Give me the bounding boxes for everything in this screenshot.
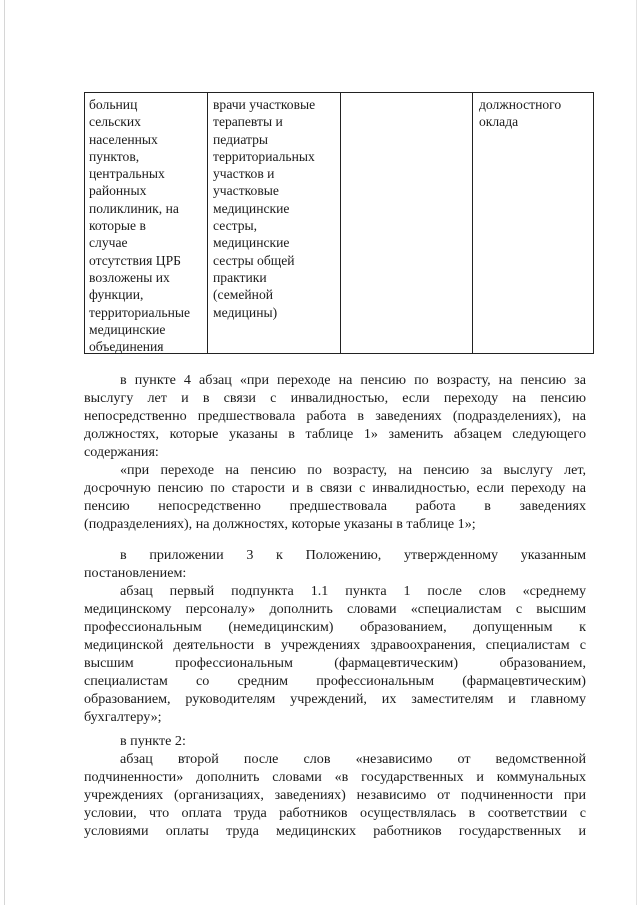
table-cell-line: территориальные	[89, 304, 191, 320]
table-cell-line: участковые	[213, 183, 279, 199]
table-cell-line: районных	[89, 183, 147, 199]
paragraph-line: должностях, которые указаны в таблице 1» заменить абзацем следующего	[84, 426, 586, 442]
table-cell-institutions	[89, 96, 190, 355]
paragraph-line: профессиональным (немедицинским) образованием, допущенным к	[84, 619, 586, 635]
table-cell-line: населенных	[89, 131, 158, 147]
table-cell-line: возложены их	[89, 269, 170, 285]
paragraph-line: пенсию непосредственно предшествовала работа в заведениях	[84, 498, 586, 514]
table-left-border	[84, 92, 85, 354]
table-cell-line: участков и	[213, 166, 275, 182]
paragraph-line: непосредственно предшествовала работа в заведениях (подразделениях), на	[84, 408, 586, 424]
table-divider-2	[340, 92, 341, 354]
paragraph-line: специалистам со средним профессиональным (фармацевтическим)	[84, 673, 586, 689]
table-cell-line: сестры общей	[213, 252, 295, 268]
table-cell-line: пунктов,	[89, 148, 140, 164]
table-cell-line: отсутствия ЦРБ	[89, 252, 181, 268]
table-divider-1	[207, 92, 208, 354]
table-fragment	[84, 92, 594, 354]
paragraph-line: «при переходе на пенсию по возрасту, на пенсию за выслугу лет,	[120, 462, 586, 478]
paragraph-line: в пункте 2:	[120, 733, 186, 749]
table-cell-line: медицинские	[213, 200, 290, 216]
paragraph-line: учреждениях (организациях, заведениях) независимо от подчиненности при	[84, 787, 586, 803]
table-cell-line: поликлиник, на	[89, 200, 179, 216]
table-cell-line: центральных	[89, 166, 165, 182]
table-cell-line: больниц	[89, 97, 138, 112]
table-divider-3	[472, 92, 473, 354]
table-cell-line: педиатры	[213, 131, 269, 147]
paragraph-line: абзац первый подпункта 1.1 пункта 1 после слов «среднему	[120, 583, 586, 599]
table-cell-line: медицины)	[213, 304, 278, 320]
table-cell-line: терапевты и	[213, 114, 283, 130]
table-cell-line: должностного	[479, 97, 562, 112]
paragraph-line: досрочную пенсию по старости и в связи с инвалидностью, если переходу на	[84, 480, 586, 496]
table-cell-line: случае	[89, 235, 128, 251]
paragraph-line: подчиненности» дополнить словами «в государственных и коммунальных	[84, 769, 586, 785]
table-cell-line: медицинские	[89, 321, 166, 337]
paragraph-line: постановлением:	[84, 565, 187, 581]
paragraph-line: (подразделениях), на должностях, которые указаны в таблице 1»;	[84, 516, 476, 532]
table-cell-positions	[213, 96, 315, 321]
paragraph-line: выслугу лет и в связи с инвалидностью, если переходу на пенсию	[84, 390, 586, 406]
paragraph-line: содержания:	[84, 444, 159, 460]
table-cell-salary	[479, 96, 561, 131]
paragraph-line: условиями оплаты труда медицинских работников государственных и	[84, 823, 586, 839]
table-cell-line: оклада	[479, 114, 519, 130]
table-cell-line: практики	[213, 269, 267, 285]
paragraph-line: условии, что оплата труда работников осуществлялась в соответствии с	[84, 805, 586, 821]
paragraph-line: медицинскому персоналу» дополнить словами «специалистам с высшим	[84, 601, 586, 617]
table-right-border	[593, 92, 594, 354]
table-cell-line: которые в	[89, 218, 146, 234]
table-cell-line: (семейной	[213, 287, 274, 303]
paragraph-line: медицинской деятельности в учреждениях здравоохранения, специалистам с	[84, 637, 586, 653]
paragraph-line: образованием, руководителям учреждений, их заместителям и главному	[84, 691, 586, 707]
scan-edge-right	[636, 0, 637, 905]
table-cell-line: медицинские	[213, 235, 290, 251]
table-cell-line: функции,	[89, 287, 144, 303]
table-cell-line: врачи участковые	[213, 97, 316, 112]
paragraph-line: бухгалтеру»;	[84, 709, 162, 725]
table-cell-line: сельских	[89, 114, 141, 130]
table-cell-line: территориальных	[213, 148, 315, 164]
paragraph-line: в пункте 4 абзац «при переходе на пенсию по возрасту, на пенсию за	[120, 372, 586, 388]
table-cell-line: объединения	[89, 339, 164, 355]
paragraph-line: в приложении 3 к Положению, утвержденному указанным	[120, 547, 586, 563]
scan-edge-left	[4, 0, 5, 905]
table-top-border	[84, 92, 594, 93]
paragraph-line: абзац второй после слов «независимо от ведомственной	[120, 751, 586, 767]
paragraph-line: высшим профессиональным (фармацевтическим) образованием,	[84, 655, 586, 671]
table-cell-line: сестры,	[213, 218, 258, 234]
